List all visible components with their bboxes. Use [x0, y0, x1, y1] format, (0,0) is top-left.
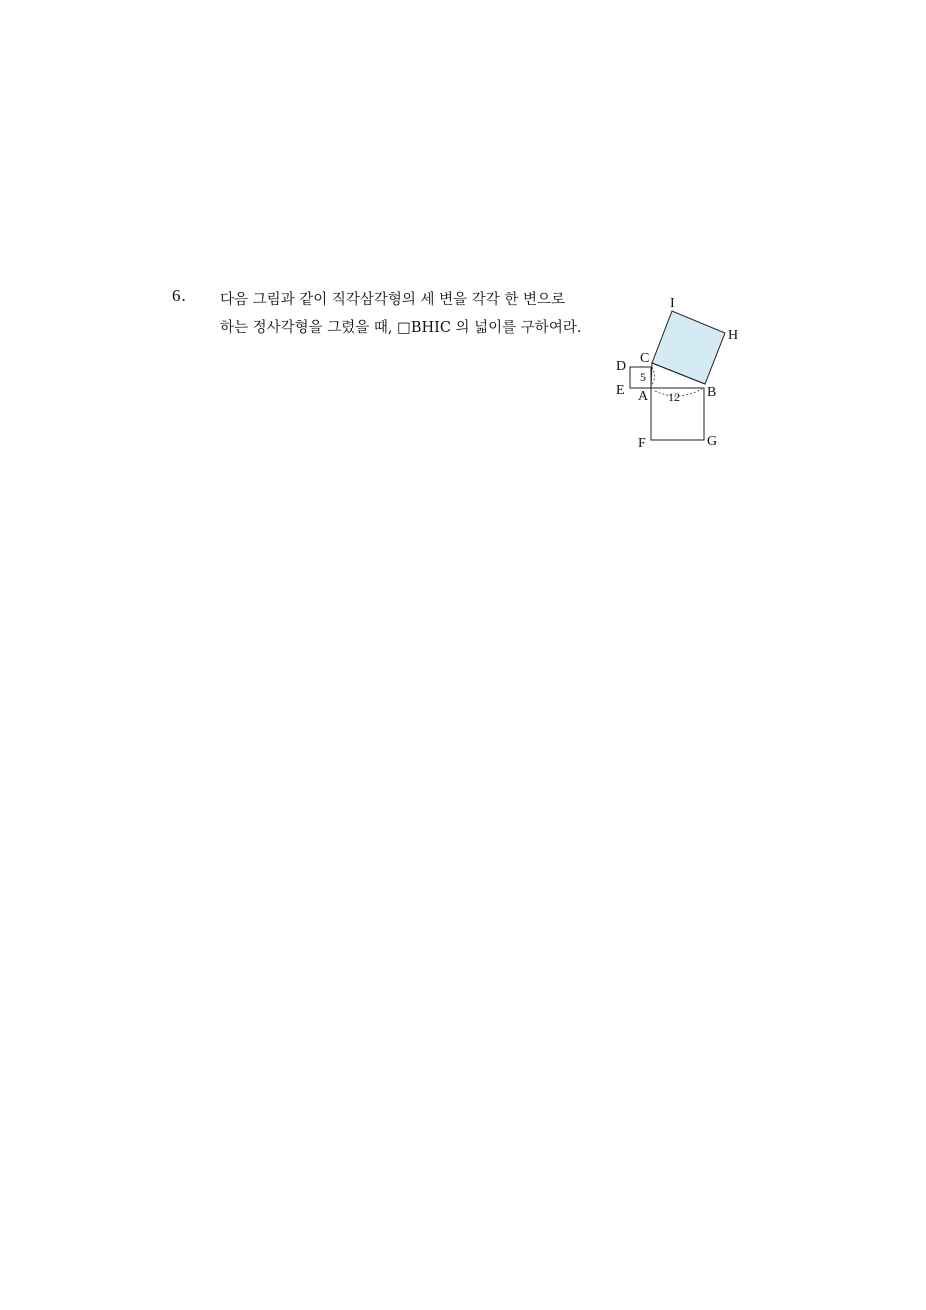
- length-ab: 12: [668, 390, 680, 404]
- label-g: G: [707, 434, 718, 449]
- label-i: I: [670, 296, 675, 311]
- dimension-arc-ac: [652, 367, 655, 385]
- length-ac: 5: [640, 370, 646, 384]
- problem-statement-line-1: 다음 그림과 같이 직각삼각형의 세 변을 각각 한 변으로: [220, 292, 566, 308]
- label-e: E: [616, 383, 625, 398]
- problem-statement-line-2: 하는 정사각형을 그렸을 때, □BHIC 의 넓이를 구하여라.: [220, 320, 582, 336]
- figure-svg: [608, 290, 748, 455]
- square-bhic: [652, 311, 725, 384]
- label-a: A: [638, 389, 649, 404]
- pythagoras-figure: [608, 290, 748, 455]
- label-h: H: [728, 328, 739, 343]
- label-d: D: [616, 359, 627, 374]
- label-b: B: [707, 385, 717, 400]
- label-c: C: [640, 351, 650, 366]
- problem-statement: [220, 286, 605, 342]
- label-f: F: [638, 436, 646, 451]
- problem-number: 6.: [172, 286, 187, 305]
